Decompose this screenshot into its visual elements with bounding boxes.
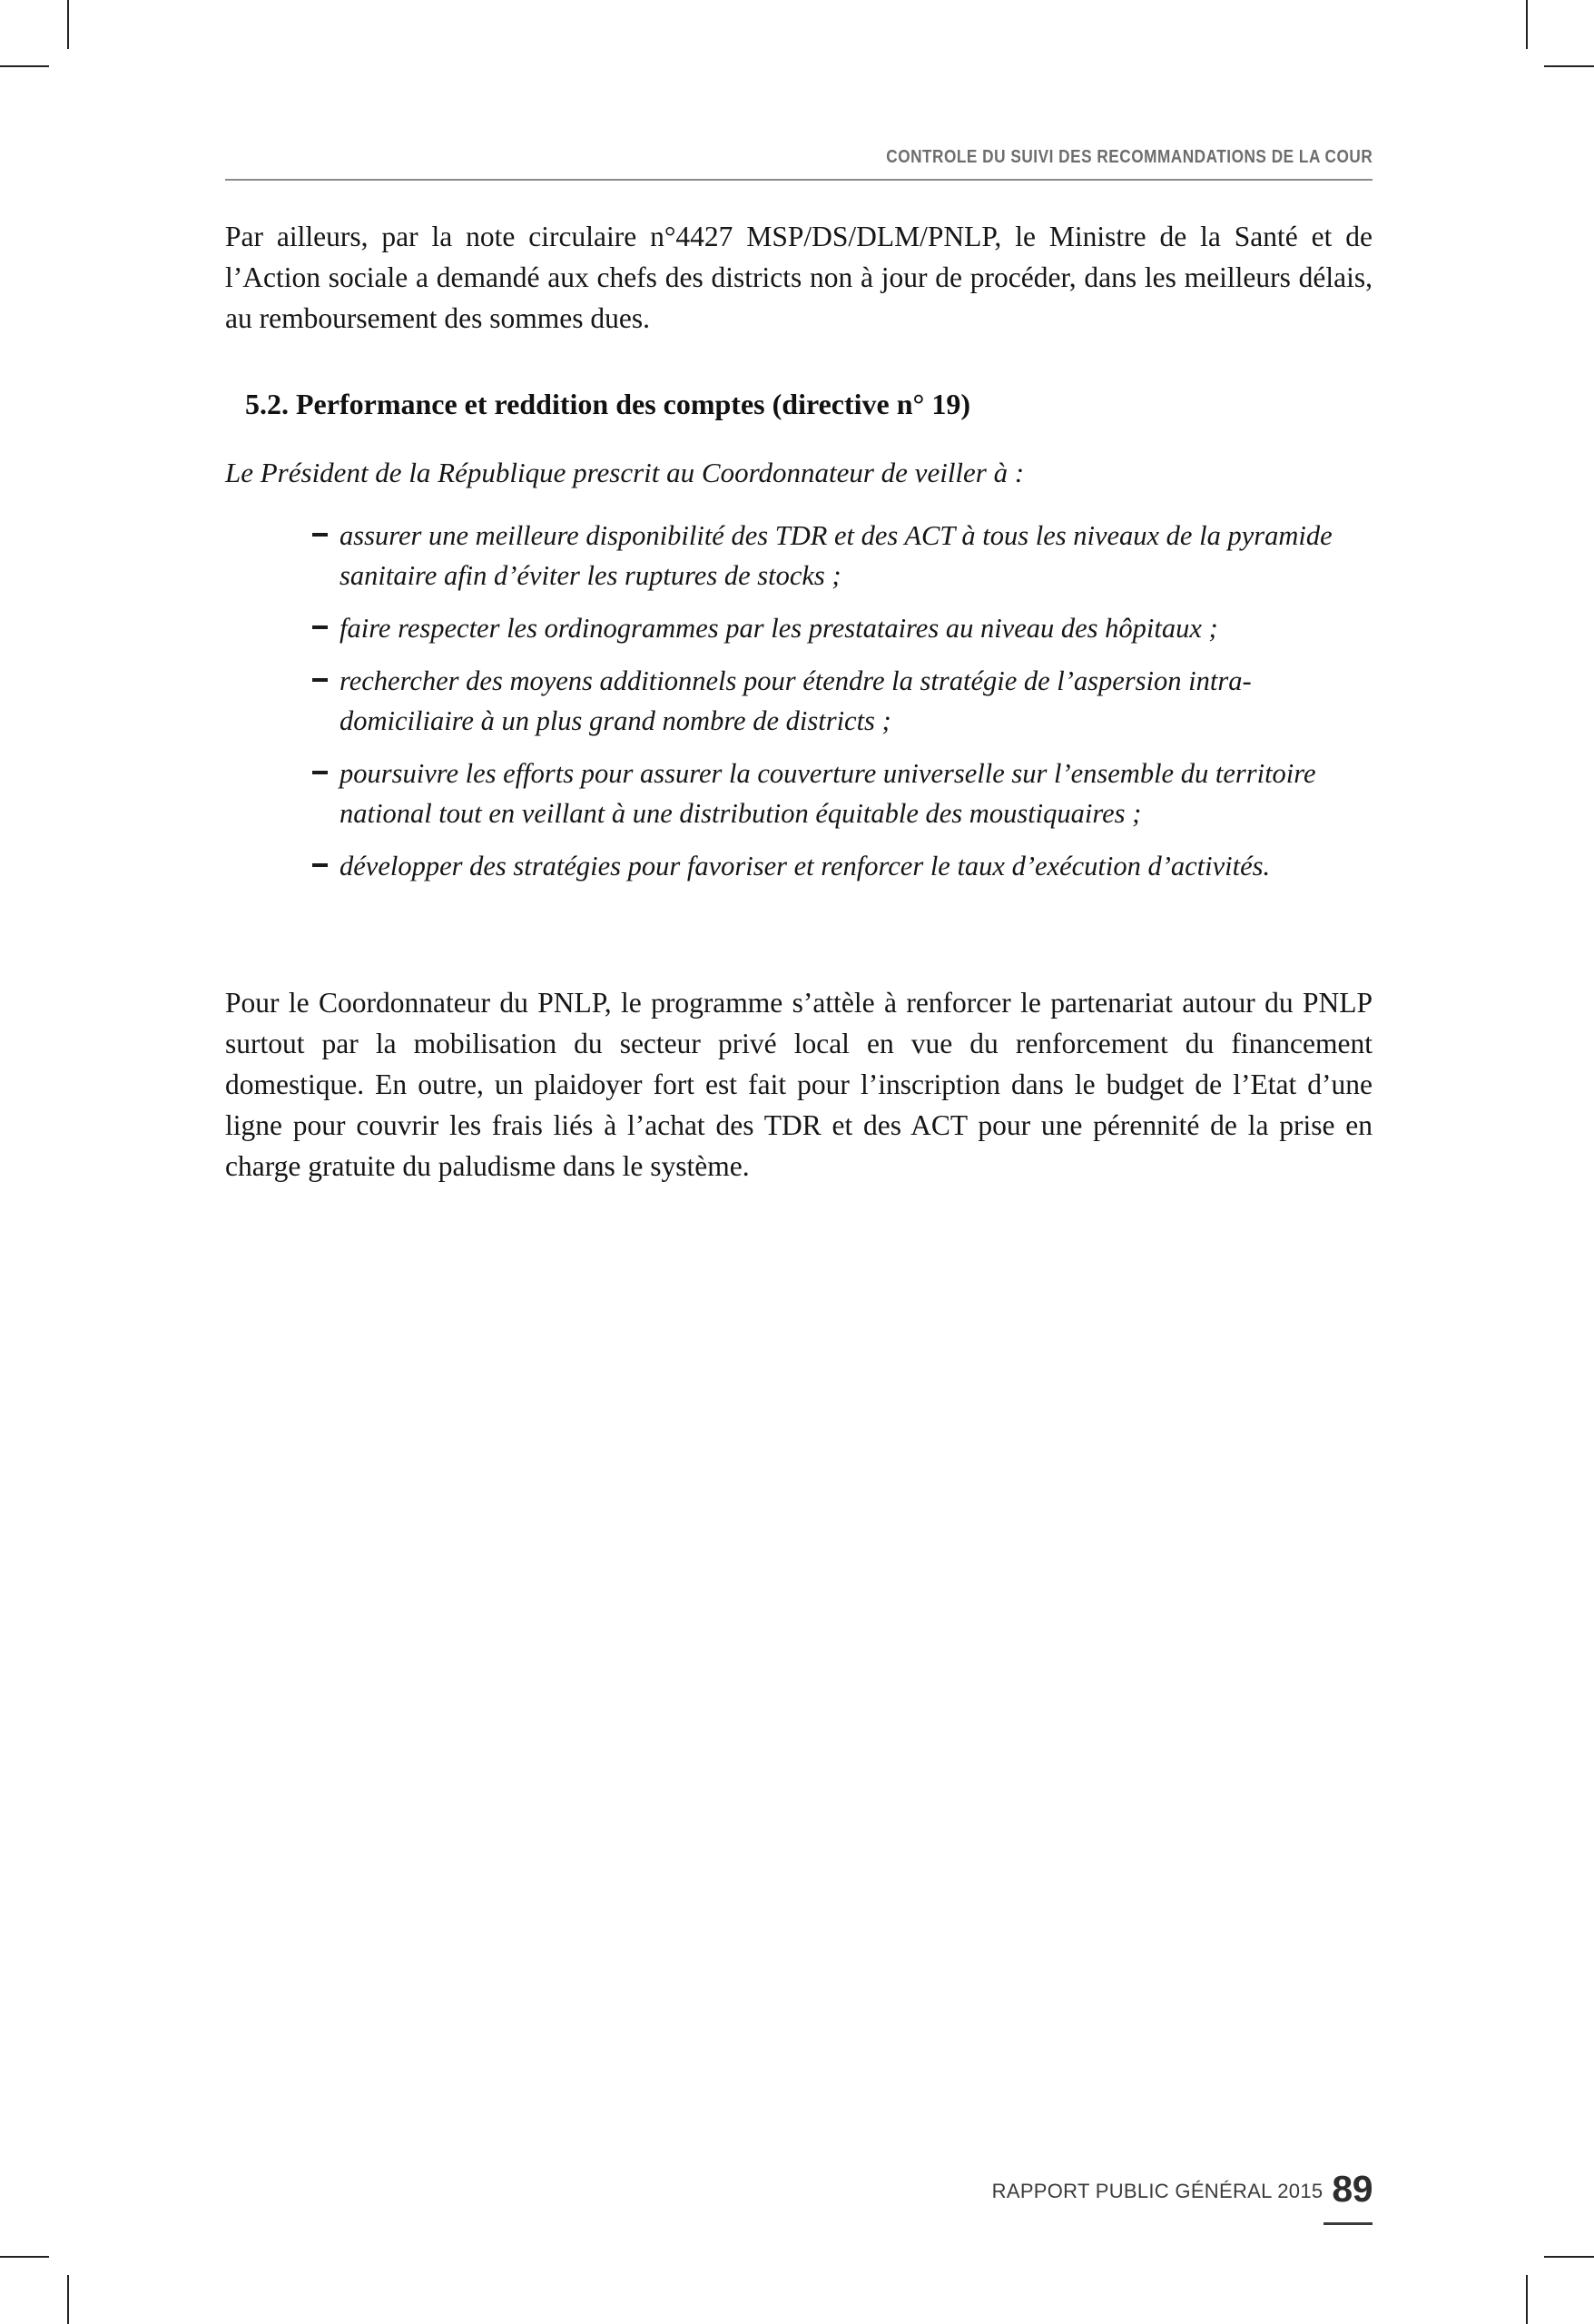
dash-bullet-icon <box>312 678 328 682</box>
list-item <box>309 608 1373 648</box>
footer-rule <box>1323 2222 1373 2225</box>
lead-in-block <box>225 454 1373 492</box>
list-item-text: développer des stratégies pour favoriser et renforcer le taux d’exécution d’activités. <box>339 851 1271 881</box>
list-item-text: poursuivre les efforts pour assurer la couverture universelle sur l’ensemble du territoire national tout en veillant à une distribution équitable des moustiquaires ; <box>339 758 1316 829</box>
list-item <box>309 846 1373 886</box>
footer-label: RAPPORT PUBLIC GÉNÉRAL 2015 <box>991 2180 1323 2202</box>
dash-bullet-icon <box>312 771 328 774</box>
list-item-text: rechercher des moyens additionnels pour étendre la stratégie de l’aspersion intra-domiciliaire à un plus grand nombre de districts ; <box>339 665 1252 736</box>
intro-paragraph-block <box>225 216 1373 339</box>
crop-mark-bottom-left-horizontal <box>0 2256 49 2258</box>
directive-list <box>309 516 1373 886</box>
closing-paragraph-block <box>225 982 1373 1187</box>
running-header <box>225 147 1373 168</box>
list-item-text: assurer une meilleure disponibilité des TDR et des ACT à tous les niveaux de la pyramide sanitaire afin d’éviter les ruptures de stocks ; <box>339 520 1333 591</box>
closing-paragraph: Pour le Coordonnateur du PNLP, le programme s’attèle à renforcer le partenariat autour du PNLP surtout par la mobilisation du secteur privé local en vue du renforcement du financement domestique. En outre, un plaidoyer fort est fait pour l’inscription dans le budget de l’Etat d’une ligne pour couvrir les frais liés à l’achat des TDR et des ACT pour une pérennité de la prise en charge gratuite du paludisme dans le système. <box>225 987 1373 1182</box>
list-item <box>309 516 1373 596</box>
header-rule <box>225 179 1373 181</box>
intro-paragraph: Par ailleurs, par la note circulaire n°4427 MSP/DS/DLM/PNLP, le Ministre de la Santé et de l’Action sociale a demandé aux chefs des districts non à jour de procéder, dans les meilleurs délais, au remboursement des sommes dues. <box>225 221 1373 334</box>
crop-mark-top-left-vertical <box>67 0 69 49</box>
list-item <box>309 753 1373 833</box>
crop-mark-bottom-right-vertical <box>1526 2275 1528 2324</box>
section-heading-block <box>225 385 1373 423</box>
crop-mark-top-right-horizontal <box>1544 65 1594 67</box>
running-header-text: CONTROLE DU SUIVI DES RECOMMANDATIONS DE LA COUR <box>885 147 1373 167</box>
dash-bullet-icon <box>312 625 328 629</box>
crop-mark-top-left-horizontal <box>0 65 49 67</box>
list-item <box>309 661 1373 741</box>
directive-list-block <box>309 516 1373 886</box>
crop-mark-bottom-left-vertical <box>67 2275 69 2324</box>
page-footer <box>225 2164 1373 2210</box>
crop-mark-top-right-vertical <box>1526 0 1528 49</box>
section-heading: 5.2. Performance et reddition des comptes (directive n° 19) <box>245 388 970 420</box>
dash-bullet-icon <box>312 863 328 867</box>
crop-mark-bottom-right-horizontal <box>1544 2256 1594 2258</box>
page-number: 89 <box>1332 2168 1373 2210</box>
dash-bullet-icon <box>312 533 328 537</box>
list-item-text: faire respecter les ordinogrammes par les prestataires au niveau des hôpitaux ; <box>339 613 1218 644</box>
lead-in-text: Le Président de la République prescrit au Coordonnateur de veiller à : <box>225 457 1025 488</box>
